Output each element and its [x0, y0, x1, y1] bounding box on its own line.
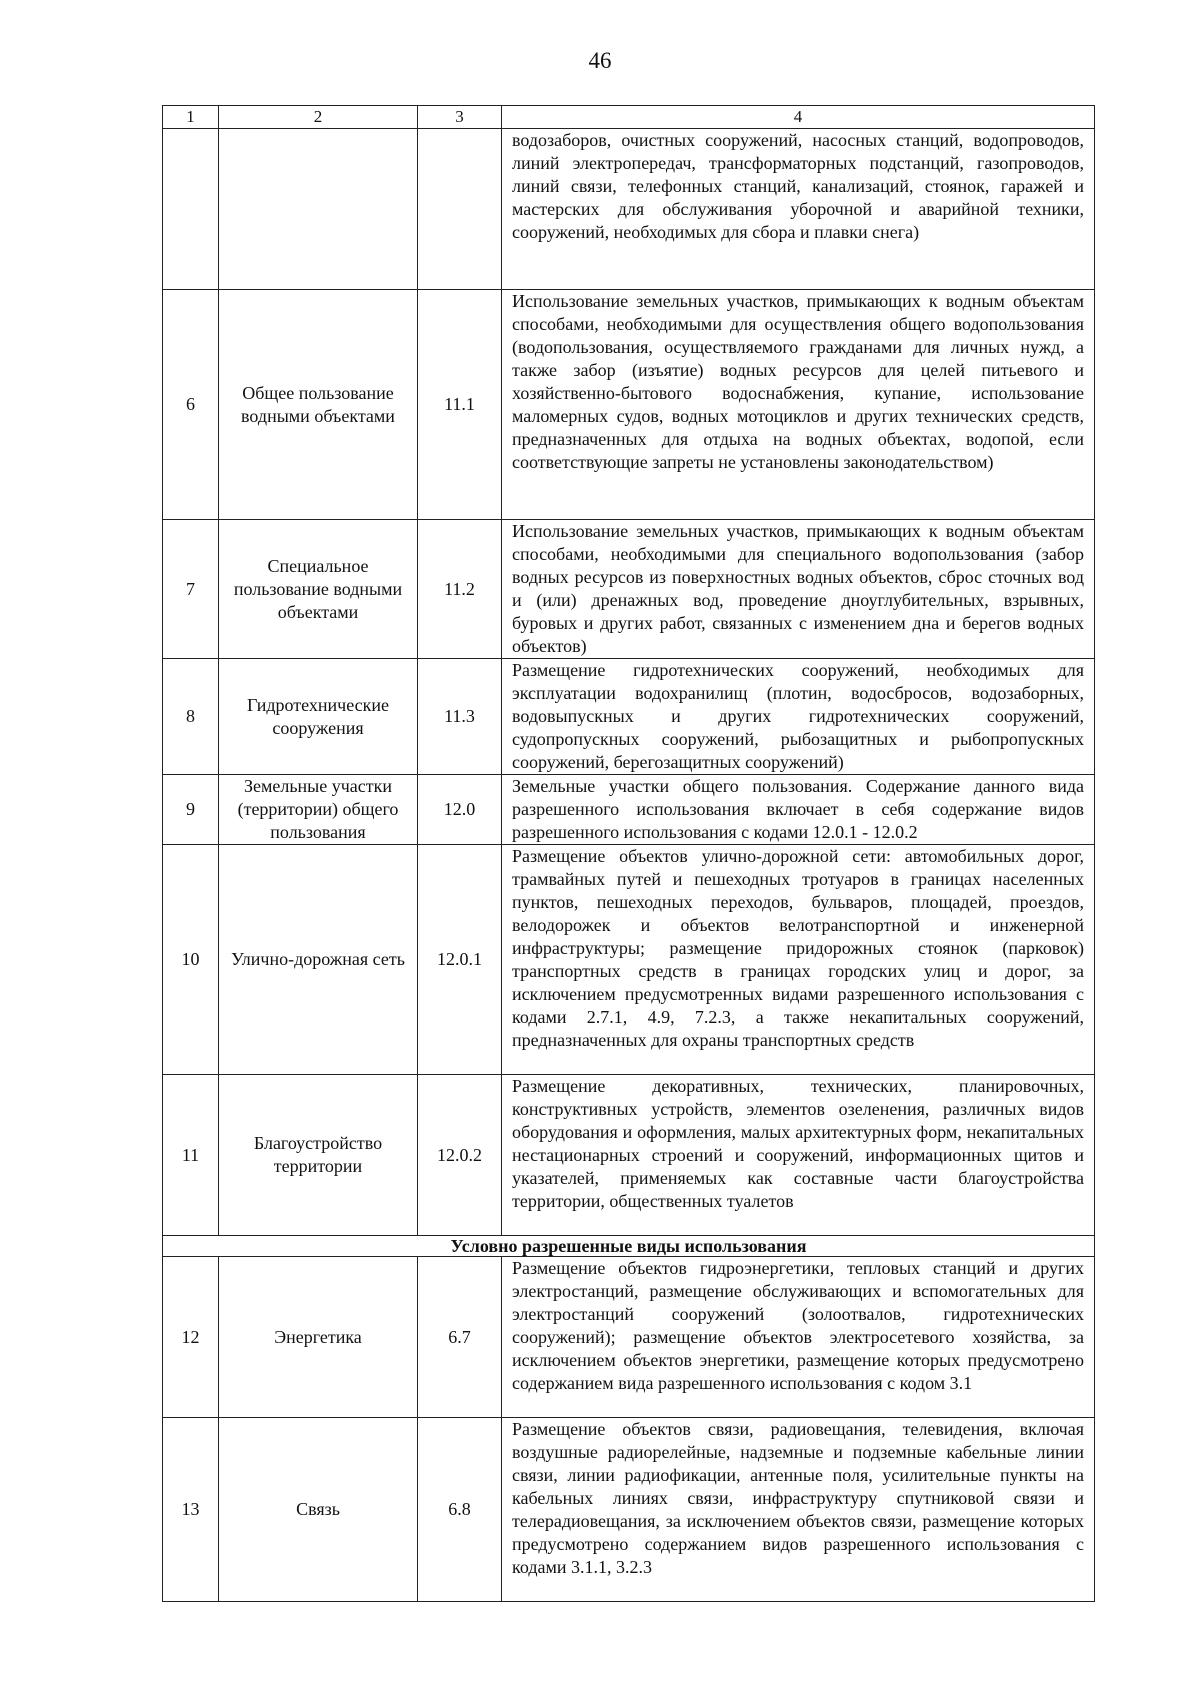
use-type-name: Энергетика	[219, 1257, 418, 1418]
use-type-code: 12.0	[418, 775, 502, 845]
row-number: 10	[163, 845, 219, 1075]
table-header-row	[163, 106, 1095, 129]
table-row	[163, 775, 1095, 845]
row-number: 13	[163, 1418, 219, 1602]
use-type-description: Размещение объектов связи, радиовещания, телевидения, включая воздушные радиорелейные, надземные и подземные кабельные линии связи, линии радиофикации, антенные поля, усилительные пункты на кабельных линиях связи, инфраструктуру спутниковой связи и телерадиовещания, за исключением объектов связи, размещение которых предусмотрено содержанием видов разрешенного использования с кодами 3.1.1, 3.2.3	[502, 1418, 1095, 1602]
column-header: 1	[163, 106, 219, 129]
row-number	[163, 129, 219, 290]
use-type-code	[418, 129, 502, 290]
page-number: 46	[588, 48, 612, 73]
section-header-row	[163, 1236, 1095, 1257]
column-header: 2	[219, 106, 418, 129]
use-type-description: Земельные участки общего пользования. Содержание данного вида разрешенного использования включает в себя содержание видов разрешенного использования с кодами 12.0.1 - 12.0.2	[502, 775, 1095, 845]
use-type-name: Специальное пользование водными объектами	[219, 520, 418, 659]
land-use-table	[162, 105, 1095, 1602]
table-row	[163, 845, 1095, 1075]
use-type-description: Использование земельных участков, примыкающих к водным объектам способами, необходимыми для специального водопользования (забор водных ресурсов из поверхностных водных объектов, сброс сточных вод и (или) дренажных вод, проведение дноуглубительных, взрывных, буровых и других работ, связанных с изменением дна и берегов водных объектов)	[502, 520, 1095, 659]
row-number: 6	[163, 290, 219, 520]
table-row	[163, 1418, 1095, 1602]
use-type-name: Улично-дорожная сеть	[219, 845, 418, 1075]
table-row	[163, 1257, 1095, 1418]
use-type-code: 6.8	[418, 1418, 502, 1602]
use-type-description: Размещение объектов улично-дорожной сети: автомобильных дорог, трамвайных путей и пешеходных тротуаров в границах населенных пунктов, пешеходных переходов, бульваров, площадей, проездов, велодорожек и объектов велотранспортной и инженерной инфраструктуры; размещение придорожных стоянок (парковок) транспортных средств в границах городских улиц и дорог, за исключением предусмотренных видами разрешенного использования с кодами 2.7.1, 4.9, 7.2.3, а также некапитальных сооружений, предназначенных для охраны транспортных средств	[502, 845, 1095, 1075]
table-row	[163, 129, 1095, 290]
table-row	[163, 659, 1095, 775]
use-type-name: Связь	[219, 1418, 418, 1602]
use-type-description: Использование земельных участков, примыкающих к водным объектам способами, необходимыми для осуществления общего водопользования (водопользования, осуществляемого гражданами для личных нужд, а также забор (изъятие) водных ресурсов для целей питьевого и хозяйственно-бытового водоснабжения, купание, использование маломерных судов, водных мотоциклов и других технических средств, предназначенных для отдыха на водных объектах, водопой, если соответствующие запреты не установлены законодательством)	[502, 290, 1095, 520]
use-type-description: Размещение гидротехнических сооружений, необходимых для эксплуатации водохранилищ (плотин, водосбросов, водозаборных, водовыпускных и других гидротехнических сооружений, судопропускных сооружений, рыбозащитных и рыбопропускных сооружений, берегозащитных сооружений)	[502, 659, 1095, 775]
use-type-name: Земельные участки (территории) общего пользования	[219, 775, 418, 845]
use-type-code: 12.0.2	[418, 1075, 502, 1236]
table-row	[163, 290, 1095, 520]
use-type-code: 6.7	[418, 1257, 502, 1418]
use-type-code: 11.1	[418, 290, 502, 520]
column-header: 4	[502, 106, 1095, 129]
table-row	[163, 520, 1095, 659]
row-number: 11	[163, 1075, 219, 1236]
use-type-description: Размещение объектов гидроэнергетики, тепловых станций и других электростанций, размещение обслуживающих и вспомогательных для электростанций сооружений (золоотвалов, гидротехнических сооружений); размещение объектов электросетевого хозяйства, за исключением объектов энергетики, размещение которых предусмотрено содержанием вида разрешенного использования с кодом 3.1	[502, 1257, 1095, 1418]
column-header: 3	[418, 106, 502, 129]
use-type-name: Благоустройство территории	[219, 1075, 418, 1236]
use-type-description: Размещение декоративных, технических, планировочных, конструктивных устройств, элементов озеленения, различных видов оборудования и оформления, малых архитектурных форм, некапитальных нестационарных строений и сооружений, информационных щитов и указателей, применяемых как составные части благоустройства территории, общественных туалетов	[502, 1075, 1095, 1236]
row-number: 9	[163, 775, 219, 845]
use-type-code: 11.3	[418, 659, 502, 775]
use-type-code: 12.0.1	[418, 845, 502, 1075]
row-number: 12	[163, 1257, 219, 1418]
section-title: Условно разрешенные виды использования	[163, 1236, 1095, 1257]
use-type-code: 11.2	[418, 520, 502, 659]
use-type-description: водозаборов, очистных сооружений, насосных станций, водопроводов, линий электропередач, трансформаторных подстанций, газопроводов, линий связи, телефонных станций, канализаций, стоянок, гаражей и мастерских для обслуживания уборочной и аварийной техники, сооружений, необходимых для сбора и плавки снега)	[502, 129, 1095, 290]
use-type-name: Общее пользование водными объектами	[219, 290, 418, 520]
table-row	[163, 1075, 1095, 1236]
use-type-name	[219, 129, 418, 290]
row-number: 7	[163, 520, 219, 659]
row-number: 8	[163, 659, 219, 775]
use-type-name: Гидротехнические сооружения	[219, 659, 418, 775]
